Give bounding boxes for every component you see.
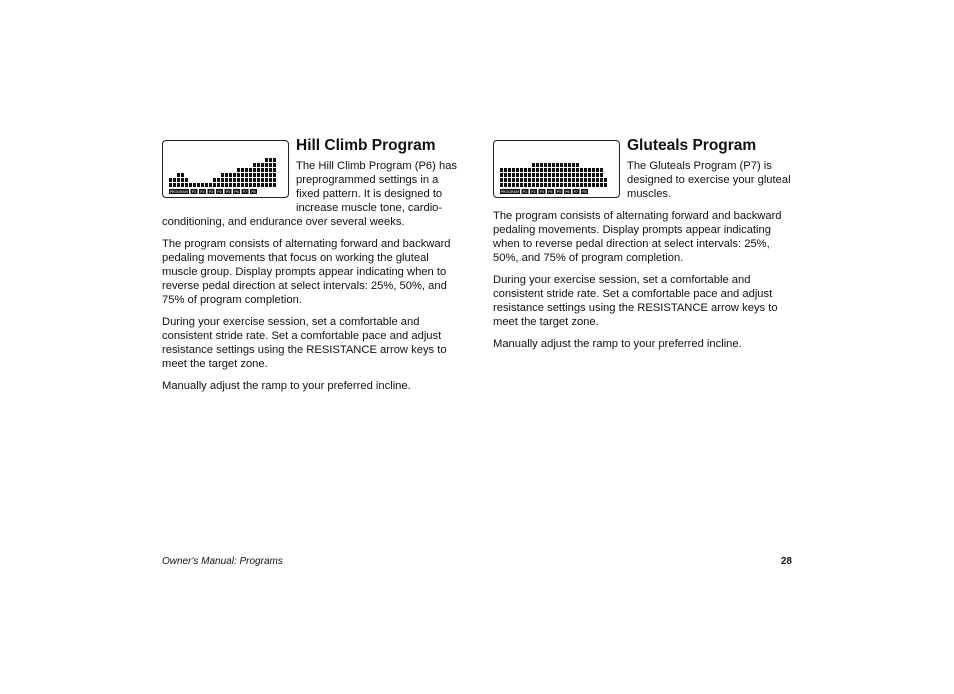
hill-climb-heading: Hill Climb Program: [296, 137, 436, 154]
gluteals-profile-segment: [564, 163, 567, 167]
gluteals-profile-segment: [556, 178, 559, 182]
gluteals-profile-segment: [516, 183, 519, 187]
hill-climb-profile-segment: [261, 168, 264, 172]
gluteals-profile-segment: [552, 163, 555, 167]
hill-climb-profile-segment: [269, 173, 272, 177]
hill-climb-profile-segment: [245, 183, 248, 187]
hill-climb-program-label: P7: [242, 190, 248, 195]
gluteals-profile-segment: [548, 178, 551, 182]
gluteals-profile-segment: [600, 178, 603, 182]
hill-climb-profile-segment: [253, 173, 256, 177]
hill-climb-profile-segment: [265, 158, 268, 162]
hill-climb-profile-segment: [213, 183, 216, 187]
gluteals-profile-segment: [524, 173, 527, 177]
gluteals-profile-segment: [500, 168, 503, 172]
hill-climb-section: [162, 137, 460, 401]
hill-climb-profile-segment: [181, 183, 184, 187]
gluteals-profile-segment: [576, 178, 579, 182]
gluteals-profile-segment: [588, 183, 591, 187]
gluteals-profile-segment: [532, 178, 535, 182]
gluteals-profile-segment: [584, 178, 587, 182]
gluteals-profile-segment: [540, 163, 543, 167]
gluteals-profile-segment: [596, 173, 599, 177]
hill-climb-profile-segment: [253, 163, 256, 167]
gluteals-profile-segment: [572, 163, 575, 167]
gluteals-profile-segment: [512, 178, 515, 182]
gluteals-program-label: P6: [565, 190, 570, 195]
gluteals-profile-segment: [588, 168, 591, 172]
hill-climb-profile-segment: [201, 183, 204, 187]
hill-climb-profile-segment: [189, 183, 192, 187]
hill-climb-program-label: P5: [225, 190, 231, 195]
hill-climb-profile-segment: [213, 178, 216, 182]
gluteals-profile-bars: [494, 141, 621, 199]
gluteals-profile-segment: [516, 173, 519, 177]
gluteals-profile-segment: [528, 173, 531, 177]
hill-climb-profile-segment: [233, 178, 236, 182]
hill-climb-profile-segment: [241, 173, 244, 177]
hill-climb-profile-segment: [269, 183, 272, 187]
gluteals-program-label: P7: [573, 190, 579, 195]
gluteals-profile-segment: [588, 178, 591, 182]
hill-climb-profile-segment: [273, 178, 276, 182]
gluteals-profile-segment: [560, 173, 563, 177]
hill-climb-profile-segment: [265, 178, 268, 182]
gluteals-program-label: P4: [548, 190, 553, 195]
hill-climb-profile-segment: [217, 178, 220, 182]
gluteals-profile-segment: [560, 163, 563, 167]
gluteals-profile-segment: [556, 168, 559, 172]
gluteals-profile-segment: [548, 183, 551, 187]
hill-climb-profile-segment: [173, 178, 176, 182]
gluteals-section: [493, 137, 791, 359]
gluteals-profile-segment: [540, 178, 543, 182]
hill-climb-profile-segment: [249, 178, 252, 182]
hill-climb-profile-segment: [237, 168, 240, 172]
gluteals-profile-segment: [576, 183, 579, 187]
hill-climb-profile-segment: [233, 183, 236, 187]
hill-climb-profile-segment: [217, 183, 220, 187]
gluteals-profile-segment: [536, 173, 539, 177]
gluteals-profile-segment: [596, 178, 599, 182]
gluteals-program-label: P5: [556, 190, 562, 195]
gluteals-profile-segment: [520, 183, 523, 187]
gluteals-profile-segment: [508, 178, 511, 182]
hill-climb-profile-segment: [241, 168, 244, 172]
gluteals-profile-segment: [504, 168, 507, 172]
hill-climb-program-label: P2: [200, 190, 205, 195]
hill-climb-profile-segment: [261, 173, 264, 177]
gluteals-profile-segment: [580, 183, 583, 187]
hill-climb-profile-bars: [163, 141, 290, 199]
hill-climb-profile-segment: [257, 183, 260, 187]
gluteals-program-label: P8: [582, 190, 587, 195]
hill-climb-program-label: P1: [191, 190, 197, 195]
gluteals-profile-segment: [568, 173, 571, 177]
gluteals-profile-segment: [568, 163, 571, 167]
gluteals-profile-segment: [560, 183, 563, 187]
gluteals-profile-segment: [512, 183, 515, 187]
gluteals-profile-segment: [596, 183, 599, 187]
hill-climb-profile-segment: [249, 183, 252, 187]
gluteals-profile-segment: [548, 163, 551, 167]
hill-climb-profile-segment: [225, 183, 228, 187]
gluteals-profile-segment: [564, 168, 567, 172]
gluteals-profile-segment: [576, 163, 579, 167]
gluteals-display-graphic: [493, 140, 620, 198]
footer-title: Owner's Manual: Programs: [162, 556, 283, 567]
hill-climb-profile-segment: [261, 183, 264, 187]
gluteals-program-label: PROGRAM: [500, 190, 520, 195]
hill-climb-profile-segment: [269, 163, 272, 167]
gluteals-paragraph-4: Manually adjust the ramp to your preferred incline.: [493, 338, 742, 350]
hill-climb-intro: The Hill Climb Program (P6) has preprogrammed settings in a fixed pattern. It is designed to increase muscle tone, cardio-conditioning, and endurance over several weeks.: [162, 160, 458, 228]
gluteals-profile-segment: [540, 168, 543, 172]
gluteals-profile-segment: [564, 173, 567, 177]
gluteals-profile-segment: [500, 183, 503, 187]
hill-climb-profile-segment: [241, 183, 244, 187]
hill-climb-profile-segment: [185, 178, 188, 182]
page-number: 28: [780, 556, 792, 567]
hill-climb-program-label: PROGRAM: [169, 190, 189, 195]
hill-climb-profile-segment: [229, 178, 232, 182]
hill-climb-profile-segment: [273, 173, 276, 177]
gluteals-profile-segment: [508, 168, 511, 172]
hill-climb-profile-segment: [273, 168, 276, 172]
gluteals-profile-segment: [508, 183, 511, 187]
hill-climb-profile-segment: [193, 183, 196, 187]
hill-climb-profile-segment: [205, 183, 208, 187]
hill-climb-profile-segment: [221, 178, 224, 182]
gluteals-profile-segment: [580, 168, 583, 172]
gluteals-profile-segment: [568, 168, 571, 172]
gluteals-profile-segment: [596, 168, 599, 172]
hill-climb-profile-segment: [233, 173, 236, 177]
gluteals-profile-segment: [552, 178, 555, 182]
hill-climb-profile-segment: [169, 183, 172, 187]
gluteals-program-label: P1: [522, 190, 528, 195]
hill-climb-profile-segment: [249, 168, 252, 172]
gluteals-profile-segment: [524, 168, 527, 172]
hill-climb-profile-segment: [197, 183, 200, 187]
gluteals-profile-segment: [580, 178, 583, 182]
gluteals-profile-segment: [536, 168, 539, 172]
gluteals-profile-segment: [524, 178, 527, 182]
gluteals-profile-segment: [540, 183, 543, 187]
gluteals-profile-segment: [540, 173, 543, 177]
gluteals-profile-segment: [516, 178, 519, 182]
hill-climb-program-label: P8: [251, 190, 256, 195]
hill-climb-profile-segment: [269, 158, 272, 162]
hill-climb-profile-segment: [237, 178, 240, 182]
gluteals-profile-segment: [572, 173, 575, 177]
gluteals-profile-segment: [532, 163, 535, 167]
hill-climb-profile-segment: [265, 168, 268, 172]
hill-climb-profile-segment: [257, 168, 260, 172]
hill-climb-profile-segment: [245, 168, 248, 172]
gluteals-profile-segment: [572, 178, 575, 182]
gluteals-profile-segment: [580, 173, 583, 177]
hill-climb-profile-segment: [257, 178, 260, 182]
hill-climb-profile-segment: [265, 173, 268, 177]
gluteals-profile-segment: [576, 173, 579, 177]
gluteals-profile-segment: [532, 183, 535, 187]
hill-climb-profile-segment: [261, 178, 264, 182]
gluteals-profile-segment: [500, 178, 503, 182]
hill-climb-profile-segment: [261, 163, 264, 167]
gluteals-profile-segment: [600, 183, 603, 187]
hill-climb-profile-segment: [181, 173, 184, 177]
gluteals-profile-segment: [560, 168, 563, 172]
hill-climb-paragraph-2: The program consists of alternating forward and backward pedaling movements that focus on working the gluteal muscle group. Display prompts appear indicating when to reverse pedal direction at select intervals: 25%, 50%, and 75% of program completion.: [162, 238, 451, 306]
hill-climb-profile-segment: [273, 158, 276, 162]
hill-climb-profile-segment: [237, 173, 240, 177]
hill-climb-paragraph-3: During your exercise session, set a comfortable and consistent stride rate. Set a comfortable pace and adjust resistance settings using the RESISTANCE arrow keys to meet the target zone.: [162, 316, 447, 370]
hill-climb-profile-segment: [269, 178, 272, 182]
gluteals-profile-segment: [536, 178, 539, 182]
hill-climb-profile-segment: [209, 183, 212, 187]
gluteals-profile-segment: [592, 178, 595, 182]
gluteals-profile-segment: [528, 168, 531, 172]
gluteals-profile-segment: [572, 168, 575, 172]
gluteals-profile-segment: [544, 183, 547, 187]
hill-climb-profile-segment: [229, 183, 232, 187]
hill-climb-profile-segment: [257, 173, 260, 177]
gluteals-profile-segment: [568, 183, 571, 187]
gluteals-profile-segment: [532, 168, 535, 172]
hill-climb-program-label: P4: [217, 190, 222, 195]
gluteals-profile-segment: [584, 173, 587, 177]
hill-climb-profile-segment: [273, 183, 276, 187]
hill-climb-profile-segment: [237, 183, 240, 187]
hill-climb-profile-segment: [273, 163, 276, 167]
gluteals-profile-segment: [552, 173, 555, 177]
hill-climb-profile-segment: [253, 178, 256, 182]
gluteals-profile-segment: [552, 168, 555, 172]
gluteals-profile-segment: [500, 173, 503, 177]
gluteals-profile-segment: [512, 168, 515, 172]
gluteals-profile-segment: [564, 183, 567, 187]
hill-climb-profile-segment: [265, 183, 268, 187]
hill-climb-profile-segment: [185, 183, 188, 187]
hill-climb-profile-segment: [257, 163, 260, 167]
hill-climb-profile-segment: [265, 163, 268, 167]
gluteals-profile-segment: [504, 178, 507, 182]
hill-climb-program-label: P6: [234, 190, 239, 195]
gluteals-profile-segment: [576, 168, 579, 172]
hill-climb-profile-segment: [269, 168, 272, 172]
hill-climb-profile-segment: [249, 173, 252, 177]
gluteals-profile-segment: [604, 183, 607, 187]
hill-climb-display-graphic: [162, 140, 289, 198]
gluteals-profile-segment: [592, 168, 595, 172]
gluteals-profile-segment: [532, 173, 535, 177]
gluteals-profile-segment: [584, 183, 587, 187]
gluteals-profile-segment: [572, 183, 575, 187]
hill-climb-profile-segment: [177, 183, 180, 187]
hill-climb-profile-segment: [221, 173, 224, 177]
hill-climb-profile-segment: [225, 178, 228, 182]
gluteals-profile-segment: [524, 183, 527, 187]
gluteals-profile-segment: [520, 173, 523, 177]
gluteals-profile-segment: [600, 173, 603, 177]
hill-climb-profile-segment: [253, 183, 256, 187]
gluteals-profile-segment: [528, 178, 531, 182]
hill-climb-paragraph-4: Manually adjust the ramp to your preferred incline.: [162, 380, 411, 392]
gluteals-profile-segment: [560, 178, 563, 182]
hill-climb-profile-segment: [221, 183, 224, 187]
gluteals-intro: The Gluteals Program (P7) is designed to exercise your gluteal muscles.: [627, 160, 791, 200]
hill-climb-profile-segment: [229, 173, 232, 177]
gluteals-profile-segment: [592, 183, 595, 187]
gluteals-profile-segment: [592, 173, 595, 177]
gluteals-profile-segment: [528, 183, 531, 187]
gluteals-profile-segment: [508, 173, 511, 177]
gluteals-profile-segment: [568, 178, 571, 182]
gluteals-profile-segment: [600, 168, 603, 172]
hill-climb-profile-segment: [225, 173, 228, 177]
hill-climb-profile-segment: [245, 173, 248, 177]
gluteals-profile-segment: [548, 168, 551, 172]
gluteals-profile-segment: [512, 173, 515, 177]
hill-climb-profile-segment: [181, 178, 184, 182]
gluteals-profile-segment: [544, 168, 547, 172]
gluteals-profile-segment: [536, 163, 539, 167]
gluteals-profile-segment: [556, 173, 559, 177]
gluteals-profile-segment: [604, 178, 607, 182]
hill-climb-profile-segment: [241, 178, 244, 182]
hill-climb-profile-segment: [177, 173, 180, 177]
hill-climb-program-label: P3: [208, 190, 214, 195]
gluteals-program-label: P2: [531, 190, 536, 195]
hill-climb-profile-segment: [169, 178, 172, 182]
gluteals-heading: Gluteals Program: [627, 137, 757, 154]
gluteals-program-label: P3: [539, 190, 545, 195]
gluteals-profile-segment: [536, 183, 539, 187]
gluteals-profile-segment: [504, 173, 507, 177]
gluteals-profile-segment: [556, 183, 559, 187]
gluteals-profile-segment: [504, 183, 507, 187]
gluteals-profile-segment: [548, 173, 551, 177]
gluteals-profile-segment: [552, 183, 555, 187]
gluteals-profile-segment: [556, 163, 559, 167]
gluteals-paragraph-2: The program consists of alternating forward and backward pedaling movements. Display prompts appear indicating when to reverse pedal direction at select intervals: 25%, 50%, and 75% of program completion.: [493, 210, 782, 264]
hill-climb-profile-segment: [245, 178, 248, 182]
gluteals-paragraph-3: During your exercise session, set a comfortable and consistent stride rate. Set a comfortable pace and adjust resistance settings using the RESISTANCE arrow keys to meet the target zone.: [493, 274, 778, 328]
gluteals-profile-segment: [588, 173, 591, 177]
gluteals-profile-segment: [564, 178, 567, 182]
gluteals-profile-segment: [520, 168, 523, 172]
hill-climb-profile-segment: [253, 168, 256, 172]
gluteals-profile-segment: [516, 168, 519, 172]
gluteals-profile-segment: [584, 168, 587, 172]
gluteals-profile-segment: [520, 178, 523, 182]
hill-climb-profile-segment: [173, 183, 176, 187]
gluteals-profile-segment: [544, 163, 547, 167]
hill-climb-profile-segment: [177, 178, 180, 182]
gluteals-profile-segment: [544, 173, 547, 177]
gluteals-profile-segment: [544, 178, 547, 182]
